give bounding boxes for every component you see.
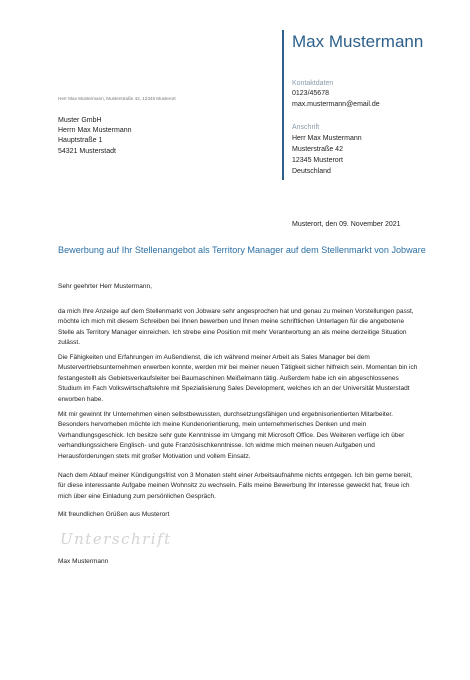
- signer-name: Max Mustermann: [58, 558, 109, 565]
- contact-label: Kontaktdaten: [292, 80, 334, 87]
- recipient-block: [58, 116, 132, 157]
- address-label: Anschrift: [292, 124, 320, 131]
- salutation: Sehr geehrter Herr Mustermann,: [58, 283, 152, 290]
- recipient-line: Hauptstraße 1: [58, 137, 103, 145]
- recipient-line: Muster GmbH: [58, 117, 102, 124]
- body-paragraph: Die Fähigkeiten und Erfahrungen im Außendienst, die ich während meiner Arbeit als Sales Manager bei dem Mustervertriebsunternehmen erwerben konnte, werden mir bei meiner neuen Tätigkeit sicher hilfreich sein. Momentan bin ich festangestellt als Gebietsverkaufsleiter bei Baumaschinen Meißelmann tätig. Außerdem habe ich ein abgeschlossenes Studium im Fach Volkswirtschaftslehre mit Spezialisierung Sales Development, welches ich an der Universität Musterstadt erworben habe.: [58, 354, 418, 403]
- contact-phone: 0123/45678: [292, 90, 329, 97]
- address-line: Deutschland: [292, 168, 331, 175]
- recipient-line: 54321 Musterstadt: [58, 147, 116, 155]
- recipient-line: Herrn Max Mustermann: [58, 127, 132, 135]
- header-divider-line: [282, 30, 284, 180]
- closing-line: Mit freundlichen Grüßen aus Musterort: [58, 511, 170, 518]
- applicant-name: Max Mustermann: [292, 32, 424, 51]
- address-line: 12345 Musterort: [292, 157, 343, 164]
- sender-return-line: Herr Max Mustermann, Musterstraße 42, 12345 Musterort: [58, 96, 176, 101]
- letter-subject: Bewerbung auf Ihr Stellenangebot als Territory Manager auf dem Stellenmarkt von Jobware: [58, 245, 426, 255]
- address-line: Herr Max Mustermann: [292, 135, 362, 142]
- handwritten-signature: Unterschrift: [60, 530, 172, 548]
- letter-date: Musterort, den 09. November 2021: [292, 221, 401, 228]
- body-paragraph: Mit mir gewinnt Ihr Unternehmen einen selbstbewussten, durchsetzungsfähigen und ergebnisorientierten Mitarbeiter. Besonders hervorheben möchte ich meine Kundenorientierung, mein unternehmerisches Denken und mein Verhandlungsgeschick. Ich besitze sehr gute Kenntnisse im Umgang mit Microsoft Office. Des Weiteren verfüge ich über verhandlungssichere Englisch- und gute Französischkenntnisse. Ich widme mich meinen neuen Aufgaben und Herausforderungen stets mit großer Motivation und vollem Einsatz.: [58, 411, 405, 460]
- body-paragraph: da mich Ihre Anzeige auf dem Stellenmarkt von Jobware sehr angesprochen hat und genau zu meinen Vorstellungen passt, möchte ich mich mit diesem Schreiben bei Ihnen bewerben und Ihnen meine schriftlichen Unterlagen für die angebotene Stelle als Territory Manager einreichen. Ich strebe eine Position mit mehr Verantwortung an als meine derzeitige Situation zulässt.: [58, 308, 414, 347]
- body-paragraph: Nach dem Ablauf meiner Kündigungsfrist von 3 Monaten steht einer Arbeitsaufnahme nichts entgegen. Ich bin gerne bereit, für diese interessante Aufgabe meinen Wohnsitz zu wechseln. Falls meine Bewerbung Ihr Interesse geweckt hat, freue ich mich über eine Einladung zum persönlichen Gespräch.: [58, 472, 413, 500]
- contact-email: max.mustermann@email.de: [292, 101, 380, 108]
- address-line: Musterstraße 42: [292, 146, 343, 153]
